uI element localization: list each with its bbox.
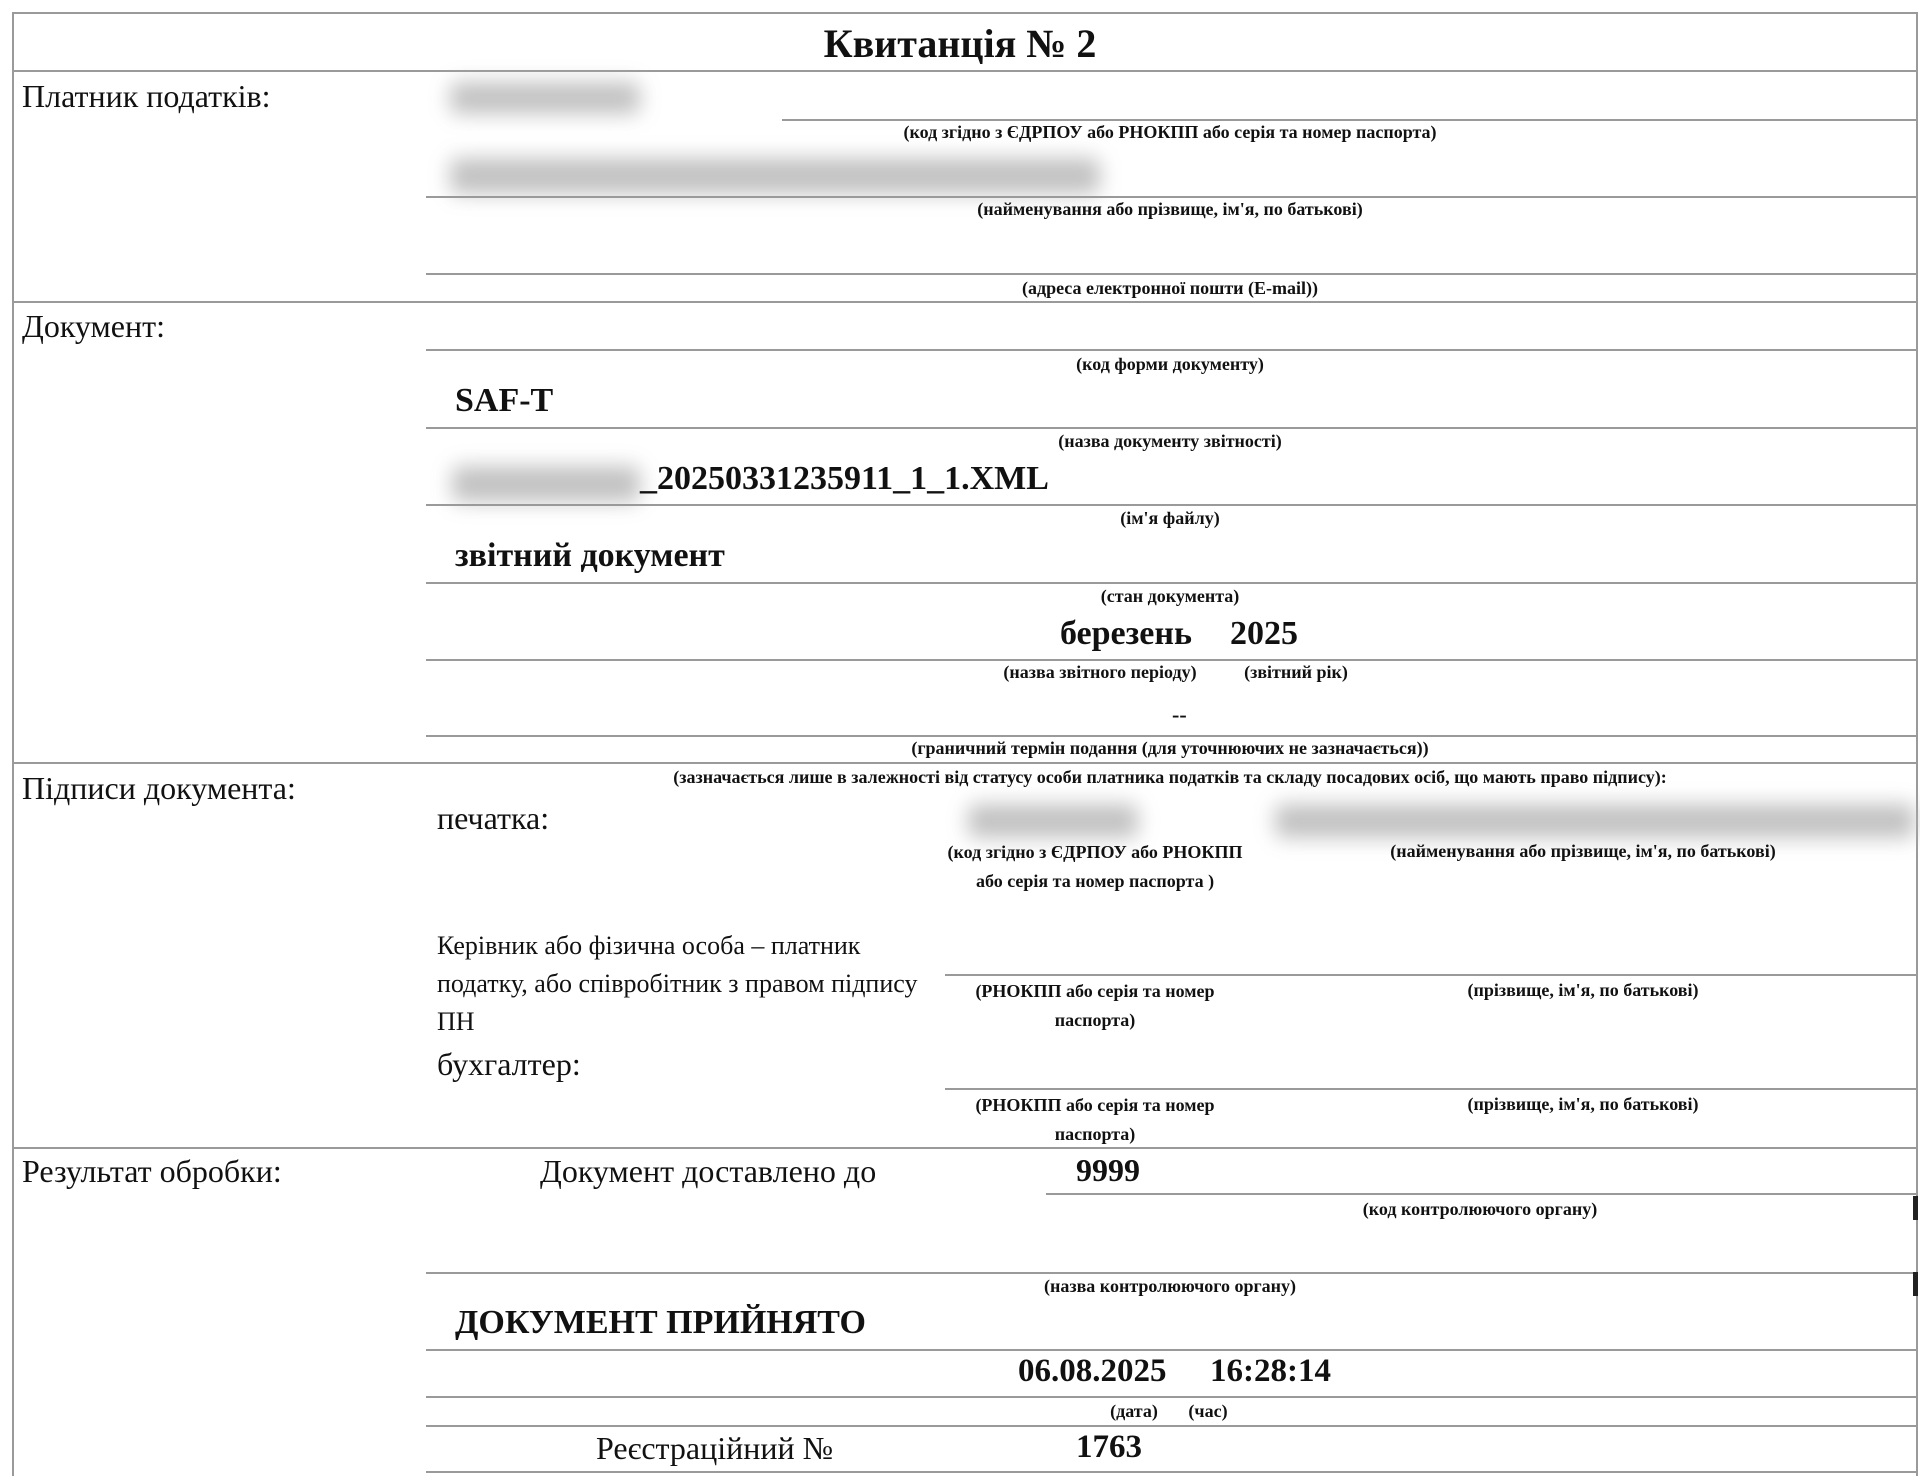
head-label: Керівник або фізична особа – платник податку, або співробітник з правом підпису ПН xyxy=(437,931,918,1036)
processing-status-value: ДОКУМЕНТ ПРИЙНЯТО xyxy=(455,1304,866,1341)
taxpayer-email-caption: (адреса електронної пошти (E-mail)) xyxy=(1021,278,1319,298)
taxpayer-section-separator xyxy=(12,301,1918,303)
frame-right-line xyxy=(1916,12,1918,1476)
registration-label: Реєстраційний № xyxy=(596,1430,834,1466)
title-separator xyxy=(12,70,1918,72)
processing-status-line xyxy=(426,1349,1918,1351)
accountant-name-caption: (прізвище, ім'я, по батькові) xyxy=(1467,1094,1699,1114)
taxpayer-code-caption: (код згідно з ЄДРПОУ або РНОКПП або серія та номер паспорта) xyxy=(903,122,1437,142)
stamp-label: печатка: xyxy=(437,800,550,836)
report-name-caption: (назва документу звітності) xyxy=(1058,431,1282,451)
document-status-value: звітний документ xyxy=(455,537,725,574)
authority-name-line xyxy=(426,1272,1918,1274)
year-caption: (звітний рік) xyxy=(1244,662,1348,682)
head-signature-line xyxy=(945,974,1918,976)
accountant-label: бухгалтер: xyxy=(437,1046,581,1082)
registration-line xyxy=(426,1471,1918,1473)
registration-top-line xyxy=(426,1425,1918,1427)
taxpayer-name-line xyxy=(426,196,1918,198)
authority-code-value: 9999 xyxy=(1076,1152,1140,1188)
report-name-line xyxy=(426,427,1918,429)
time-caption: (час) xyxy=(1188,1401,1228,1421)
period-line xyxy=(426,659,1918,661)
frame-left-line xyxy=(12,12,14,1476)
date-caption: (дата) xyxy=(1110,1401,1158,1421)
taxpayer-email-line xyxy=(426,273,1918,275)
authority-code-caption: (код контролюючого органу) xyxy=(1362,1199,1598,1219)
accountant-code-caption: (РНОКПП або серія та номер паспорта) xyxy=(975,1095,1215,1144)
file-name-value: _20250331235911_1_1.XML xyxy=(640,460,1049,497)
period-caption: (назва звітного періоду) xyxy=(1003,662,1197,682)
document-status-caption: (стан документа) xyxy=(1100,586,1240,606)
document-status-line xyxy=(426,582,1918,584)
deadline-value: -- xyxy=(1172,702,1187,727)
frame-top-line xyxy=(12,12,1918,14)
receipt-title: Квитанція № 2 xyxy=(823,21,1097,66)
taxpayer-section-label: Платник податків: xyxy=(22,78,271,114)
registration-number-value: 1763 xyxy=(1076,1429,1142,1465)
time-value: 16:28:14 xyxy=(1210,1353,1331,1389)
document-section-separator xyxy=(12,762,1918,764)
document-section-label: Документ: xyxy=(22,308,165,344)
redacted-stamp-name xyxy=(1275,804,1915,838)
period-value: березень xyxy=(1060,615,1192,652)
date-time-line xyxy=(426,1396,1918,1398)
deadline-caption: (граничний термін подання (для уточнюючих не зазначається)) xyxy=(911,738,1429,758)
stamp-name-caption: (найменування або прізвище, ім'я, по батькові) xyxy=(1390,841,1776,861)
file-name-line xyxy=(426,504,1918,506)
signatures-section-label: Підписи документа: xyxy=(22,770,296,806)
taxpayer-name-caption: (найменування або прізвище, ім'я, по батькові) xyxy=(977,199,1363,219)
file-name-caption: (ім'я файлу) xyxy=(1120,508,1220,528)
form-code-line xyxy=(426,349,1918,351)
authority-name-caption: (назва контролюючого органу) xyxy=(1043,1276,1297,1296)
stamp-code-caption: (код згідно з ЄДРПОУ або РНОКПП або серія та номер паспорта ) xyxy=(947,842,1243,891)
accountant-signature-line xyxy=(945,1088,1918,1090)
date-value: 06.08.2025 xyxy=(1018,1353,1167,1389)
taxpayer-code-line xyxy=(782,119,1918,121)
redacted-taxpayer-name xyxy=(450,158,1100,194)
year-value: 2025 xyxy=(1230,615,1298,652)
result-section-label: Результат обробки: xyxy=(22,1153,282,1189)
edge-mark-lower xyxy=(1913,1272,1918,1296)
head-name-caption: (прізвище, ім'я, по батькові) xyxy=(1467,980,1699,1000)
signatures-section-separator xyxy=(12,1147,1918,1149)
redacted-file-prefix xyxy=(452,466,640,502)
redacted-taxpayer-code xyxy=(450,82,640,114)
edge-mark-upper xyxy=(1913,1196,1918,1220)
authority-code-line xyxy=(1046,1193,1918,1195)
redacted-stamp-code xyxy=(968,804,1138,838)
delivered-label: Документ доставлено до xyxy=(540,1153,877,1189)
form-code-caption: (код форми документу) xyxy=(1076,354,1264,374)
deadline-line xyxy=(426,735,1918,737)
report-name-value: SAF-T xyxy=(455,382,554,419)
signatures-note: (зазначається лише в залежності від статусу особи платника податків та складу посадових осіб, що мають право підпису): xyxy=(673,767,1667,787)
head-code-caption: (РНОКПП або серія та номер паспорта) xyxy=(975,981,1215,1030)
